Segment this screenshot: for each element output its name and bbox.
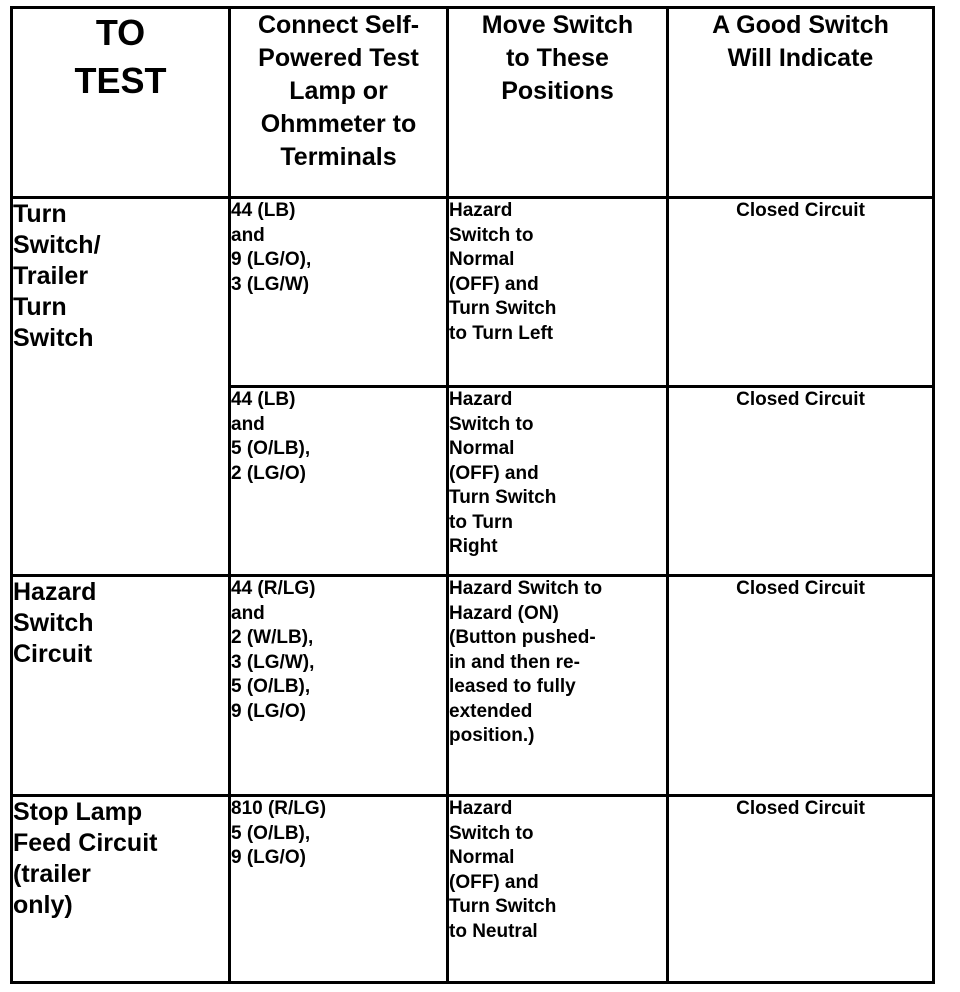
table-row	[12, 796, 934, 983]
table-row	[12, 576, 934, 796]
indicate-cell: Closed Circuit	[668, 387, 934, 576]
terminals-cell: 810 (R/LG) 5 (O/LB), 9 (LG/O)	[230, 796, 448, 983]
indicate-cell: Closed Circuit	[668, 576, 934, 796]
header-row	[12, 8, 934, 198]
to-test-cell: Turn Switch/ Trailer Turn Switch	[12, 198, 230, 576]
terminals-cell: 44 (LB) and 9 (LG/O), 3 (LG/W)	[230, 198, 448, 387]
positions-cell: Hazard Switch to Hazard (ON) (Button pushed- in and then re- leased to fully extended position.)	[448, 576, 668, 796]
positions-cell: Hazard Switch to Normal (OFF) and Turn Switch to Turn Right	[448, 387, 668, 576]
header-good-switch-indicates: A Good Switch Will Indicate	[668, 8, 934, 198]
table-row	[12, 198, 934, 387]
indicate-cell: Closed Circuit	[668, 796, 934, 983]
positions-cell: Hazard Switch to Normal (OFF) and Turn Switch to Neutral	[448, 796, 668, 983]
terminals-cell: 44 (R/LG) and 2 (W/LB), 3 (LG/W), 5 (O/LB), 9 (LG/O)	[230, 576, 448, 796]
header-to-test: TO TEST	[12, 8, 230, 198]
terminals-cell: 44 (LB) and 5 (O/LB), 2 (LG/O)	[230, 387, 448, 576]
indicate-cell: Closed Circuit	[668, 198, 934, 387]
header-switch-positions: Move Switch to These Positions	[448, 8, 668, 198]
positions-cell: Hazard Switch to Normal (OFF) and Turn Switch to Turn Left	[448, 198, 668, 387]
to-test-cell: Stop Lamp Feed Circuit (trailer only)	[12, 796, 230, 983]
switch-test-table	[10, 6, 935, 984]
header-connect-terminals: Connect Self- Powered Test Lamp or Ohmmeter to Terminals	[230, 8, 448, 198]
to-test-cell: Hazard Switch Circuit	[12, 576, 230, 796]
